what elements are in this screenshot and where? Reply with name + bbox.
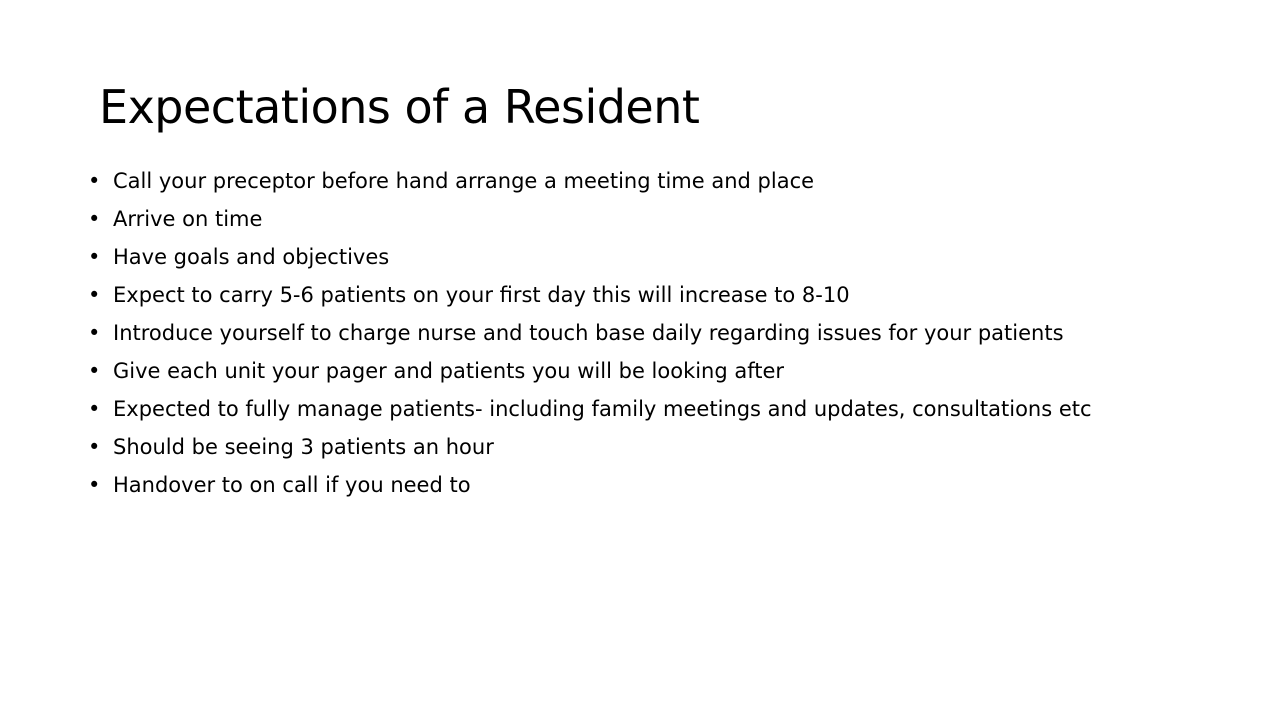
bullet-list xyxy=(88,169,1188,511)
bullet-item xyxy=(88,473,1188,497)
bullet-text: Arrive on time xyxy=(113,207,263,231)
bullet-item xyxy=(88,321,1188,345)
bullet-icon: • xyxy=(88,397,101,421)
bullet-text: Expected to fully manage patients- including family meetings and updates, consultations etc xyxy=(113,397,1092,421)
bullet-icon: • xyxy=(88,359,101,383)
bullet-icon: • xyxy=(88,283,101,307)
bullet-item xyxy=(88,397,1188,421)
bullet-text: Give each unit your pager and patients you will be looking after xyxy=(113,359,785,383)
slide-title: Expectations of a Resident xyxy=(99,80,700,134)
bullet-icon: • xyxy=(88,473,101,497)
bullet-item xyxy=(88,283,1188,307)
bullet-icon: • xyxy=(88,207,101,231)
bullet-item xyxy=(88,359,1188,383)
bullet-icon: • xyxy=(88,169,101,193)
bullet-item xyxy=(88,207,1188,231)
bullet-text: Expect to carry 5-6 patients on your first day this will increase to 8-10 xyxy=(113,283,850,307)
bullet-text: Should be seeing 3 patients an hour xyxy=(113,435,494,459)
bullet-item xyxy=(88,435,1188,459)
bullet-icon: • xyxy=(88,321,101,345)
bullet-item xyxy=(88,169,1188,193)
bullet-icon: • xyxy=(88,435,101,459)
bullet-text: Handover to on call if you need to xyxy=(113,473,471,497)
bullet-item xyxy=(88,245,1188,269)
bullet-text: Call your preceptor before hand arrange a meeting time and place xyxy=(113,169,815,193)
bullet-icon: • xyxy=(88,245,101,269)
bullet-text: Have goals and objectives xyxy=(113,245,390,269)
bullet-text: Introduce yourself to charge nurse and touch base daily regarding issues for your patients xyxy=(113,321,1064,345)
